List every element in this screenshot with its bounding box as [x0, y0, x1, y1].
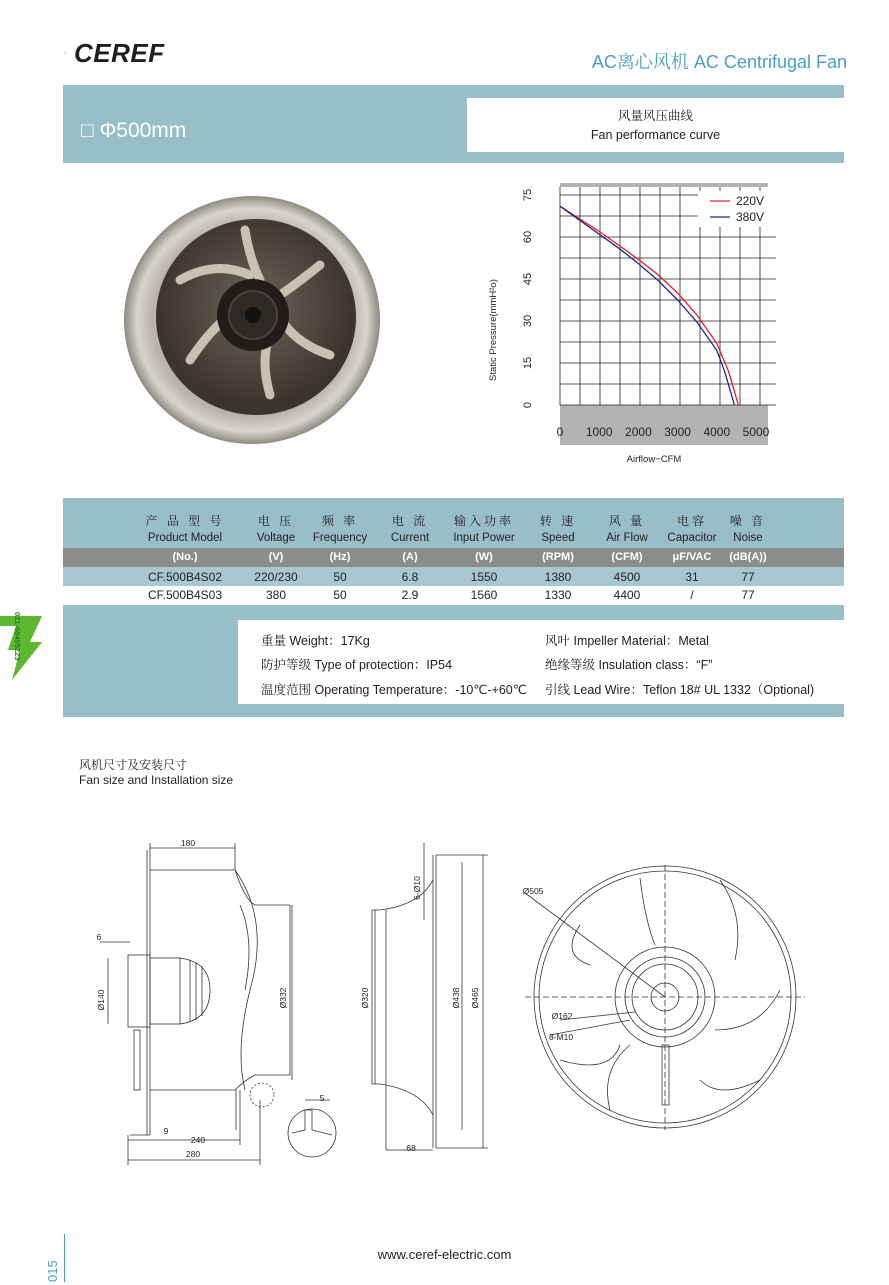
weight-info: 重量 Weight：17Kg	[261, 634, 370, 648]
table-cell: CF.500B4S03	[147, 588, 223, 602]
table-cell: 31	[685, 570, 699, 584]
chart-legend-label: 380V	[736, 210, 765, 224]
impeller-info: 风叶 Impeller Material：Metal	[545, 634, 709, 648]
table-header-en: Air Flow	[606, 532, 648, 544]
table-header-cn: 电 压	[257, 514, 295, 528]
table-cell: 380	[265, 588, 287, 602]
table-header-unit: (No.)	[172, 551, 198, 563]
perf-curve-label-box	[467, 98, 844, 152]
temperature-info: 温度范围 Operating Temperature：-10℃-+60℃	[261, 683, 527, 697]
dimension-label: 6	[96, 932, 102, 942]
table-header-unit: (dB(A))	[729, 551, 767, 563]
table-header-cn: 电容	[676, 514, 707, 528]
lead-wire-info: 引线 Lead Wire：Teflon 18# UL 1332（Optional)	[545, 683, 815, 697]
dimension-label: Ø438	[451, 987, 461, 1009]
table-header-cn: 转 速	[539, 514, 577, 528]
chart-x-tick-label: 0	[556, 425, 564, 439]
table-header-unit: (A)	[402, 551, 418, 563]
table-header-cn: 噪 音	[729, 514, 767, 528]
perf-curve-label-cn: 风量风压曲线	[617, 109, 693, 123]
dimension-label: 280	[185, 1149, 201, 1159]
chart-legend-label: 220V	[736, 194, 765, 208]
table-cell: 50	[333, 570, 347, 584]
dimension-label: 240	[190, 1135, 206, 1145]
dimension-title-en: Fan size and Installation size	[79, 773, 234, 787]
table-header-unit: (W)	[475, 551, 493, 563]
chart-y-tick-label: 75	[522, 188, 534, 202]
table-cell: 4400	[613, 588, 641, 602]
front-view-drawing	[522, 865, 805, 1130]
table-cell: 77	[741, 570, 755, 584]
chart-x-tick-label: 5000	[742, 425, 770, 439]
chart-y-axis-label: Static Pressure(mmH²o)	[488, 279, 499, 381]
dimension-label: Ø320	[360, 987, 370, 1009]
table-header-cn: 风 量	[608, 514, 646, 528]
dimension-title-cn: 风机尺寸及安装尺寸	[79, 758, 188, 772]
chart-y-tick-label: 15	[522, 356, 534, 370]
chart-y-tick-label: 60	[522, 230, 534, 244]
table-header-unit: (RPM)	[542, 551, 574, 563]
chart-x-axis-label: Airflow−CFM	[626, 454, 682, 465]
table-cell: /	[690, 588, 694, 602]
dimension-label: Ø140	[96, 989, 106, 1011]
dimension-label: 180	[180, 838, 196, 848]
table-cell: 6.8	[401, 570, 419, 584]
page-number-rule	[64, 1234, 65, 1282]
chart-y-label-panel	[510, 183, 560, 445]
fan-dimension-drawings	[95, 835, 815, 1165]
dimension-label: 9	[163, 1126, 169, 1136]
chart-y-tick-label: 0	[522, 401, 534, 409]
side-phone-number: 021-68405223	[13, 612, 22, 661]
dimension-label: 5	[319, 1093, 325, 1103]
fan-size-title: □ Φ500mm	[81, 119, 187, 142]
table-header-en: Current	[390, 532, 430, 544]
dimension-label: Ø465	[470, 987, 480, 1009]
dimension-label: 6-Ø10	[412, 876, 422, 900]
chart-y-tick-label: 30	[522, 314, 534, 328]
page-number: 015	[45, 1260, 60, 1282]
table-header-unit: (Hz)	[329, 551, 351, 563]
chart-y-tick-label: 45	[522, 272, 534, 286]
table-header-en: Input Power	[453, 532, 515, 544]
table-header-cn: 产 品 型 号	[145, 514, 225, 528]
table-header-en: Voltage	[256, 532, 296, 544]
table-cell: 77	[741, 588, 755, 602]
dimension-label: 8-M10	[548, 1032, 574, 1042]
table-header-en: Capacitor	[667, 532, 717, 544]
title-band	[63, 85, 844, 163]
table-cell: 1550	[470, 570, 498, 584]
page-header-title: AC离心风机 AC Centrifugal Fan	[591, 52, 847, 72]
dimension-label: 68	[406, 1143, 416, 1153]
perf-curve-label-en: Fan performance curve	[590, 128, 721, 142]
table-cell: 220/230	[254, 570, 298, 584]
table-cell: 2.9	[401, 588, 419, 602]
table-header-unit: μF/VAC	[672, 551, 712, 563]
dimension-label: Ø505	[522, 886, 544, 896]
table-cell: 1560	[470, 588, 498, 602]
table-cell: 4500	[613, 570, 641, 584]
table-header-unit: (V)	[268, 551, 284, 563]
dimension-label: Ø162	[551, 1011, 573, 1021]
table-header-en: Noise	[733, 532, 763, 544]
table-header-unit: (CFM)	[611, 551, 643, 563]
chart-x-tick-label: 2000	[625, 425, 652, 439]
table-header-cn: 电 流	[391, 514, 429, 528]
side-view-drawing	[100, 843, 336, 1165]
chart-x-tick-label: 4000	[703, 425, 731, 439]
table-cell: 1380	[544, 570, 572, 584]
chart-x-tick-label: 3000	[664, 425, 691, 439]
table-header-en: Frequency	[312, 532, 368, 544]
table-cell: 50	[333, 588, 347, 602]
table-header-en: Product Model	[147, 532, 223, 544]
table-header-en: Speed	[541, 532, 575, 544]
fan-product-photo	[120, 185, 390, 455]
table-header-cn: 输入功率	[453, 514, 514, 528]
chart-x-tick-label: 1000	[585, 425, 613, 439]
brand-logo: CEREF	[74, 38, 165, 68]
table-cell: CF.500B4S02	[147, 570, 223, 584]
table-cell: 1330	[544, 588, 572, 602]
dimension-label: Ø332	[278, 987, 288, 1009]
insulation-info: 绝缘等级 Insulation class：“F”	[545, 658, 713, 672]
protection-info: 防护等级 Type of protection：IP54	[261, 658, 453, 672]
footer-url[interactable]: www.ceref-electric.com	[377, 1247, 512, 1262]
table-header-cn: 频 率	[321, 514, 359, 528]
fan-performance-chart	[488, 183, 788, 468]
